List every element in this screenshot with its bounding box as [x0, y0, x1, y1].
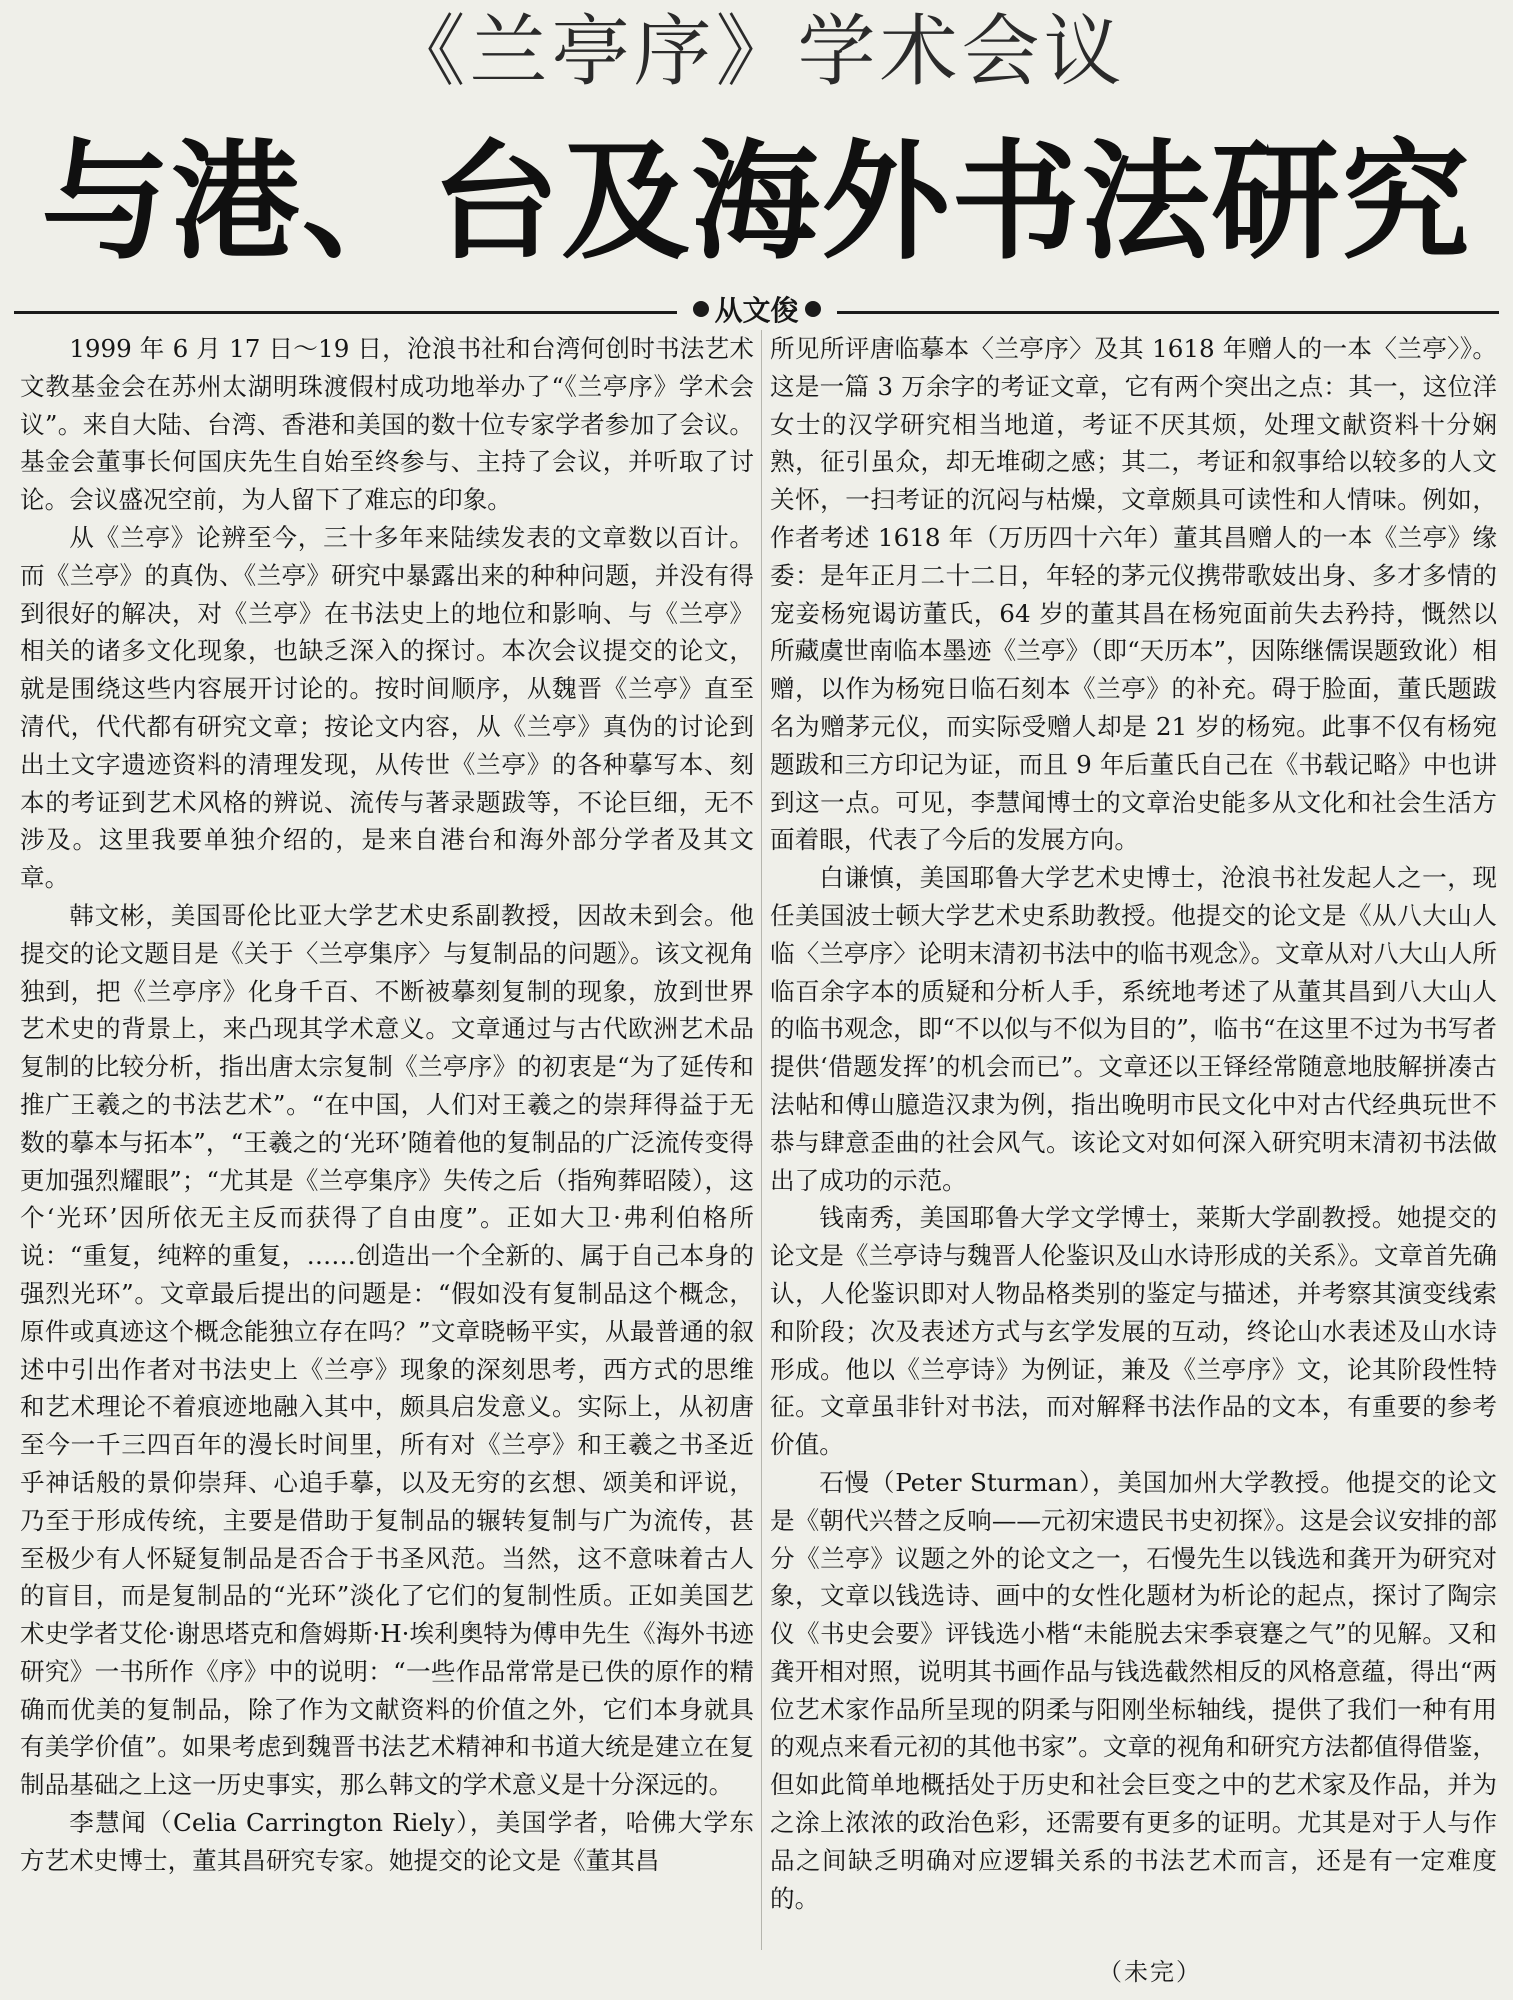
bullet-icon	[692, 301, 708, 317]
author-name: 从文俊	[714, 294, 799, 327]
kicker-title: 《兰亭序》学术会议	[387, 7, 1126, 97]
bullet-icon	[805, 301, 821, 317]
article-column-right	[770, 330, 1497, 1950]
paragraph: 所见所评唐临摹本〈兰亭序〉及其 1618 年赠人的一本〈兰亭〉》。这是一篇 3 万余字的考证文章，它有两个突出之点：其一，这位洋女士的汉学研究相当地道，考证不厌其烦，处理文献资料十分娴熟，征引虽众，却无堆砌之感；其二，考证和叙事给以较多的人文关怀，一扫考证的沉闷与枯燥，文章颇具可读性和人情味。例如，作者考述 1618 年（万历四十六年）董其昌赠人的一本《兰亭》缘委：是年正月二十二日，年轻的茅元仪携带歌妓出身、多才多情的宠妾杨宛谒访董氏，64 岁的董其昌在杨宛面前失去矜持，慨然以所藏虞世南临本墨迹《兰亭》（即“天历本”，因陈继儒误题致讹）相赠，以作为杨宛日临石刻本《兰亭》的补充。碍于脸面，董氏题跋名为赠茅元仪，而实际受赠人却是 21 岁的杨宛。此事不仅有杨宛题跋和三方印记为证，而且 9 年后董氏自己在《书载记略》中也讲到这一点。可见，李慧闻博士的文章治史能多从文化和社会生活方面着眼，代表了今后的发展方向。	[770, 334, 1497, 855]
byline-bar	[14, 294, 1499, 326]
paragraph: 韩文彬，美国哥伦比亚大学艺术史系副教授，因故未到会。他提交的论文题目是《关于〈兰亭集序〉与复制品的问题》。该文视角独到，把《兰亭序》化身千百、不断被摹刻复制的现象，放到世界艺术史的背景上，来凸现其学术意义。文章通过与古代欧洲艺术品复制的比较分析，指出唐太宗复制《兰亭序》的初衷是“为了延传和推广王羲之的书法艺术”。“在中国，人们对王羲之的崇拜得益于无数的摹本与拓本”，“王羲之的‘光环’随着他的复制品的广泛流传变得更加强烈耀眼”；“尤其是《兰亭集序》失传之后（指殉葬昭陵），这个‘光环’因所依无主反而获得了自由度”。正如大卫·弗利伯格所说：“重复，纯粹的重复，……创造出一个全新的、属于自己本身的强烈光环”。文章最后提出的问题是：“假如没有复制品这个概念，原件或真迹这个概念能独立存在吗？”文章晓畅平实，从最普通的叙述中引出作者对书法史上《兰亭》现象的深刻思考，西方式的思维和艺术理论不着痕迹地融入其中，颇具启发意义。实际上，从初唐至今一千三四百年的漫长时间里，所有对《兰亭》和王羲之书圣近乎神话般的景仰崇拜、心追手摹，以及无穷的玄想、颂美和评说，乃至于形成传统，主要是借助于复制品的辗转复制与广为流传，甚至极少有人怀疑复制品是否合于书圣风范。当然，这不意味着古人的盲目，而是复制品的“光环”淡化了它们的复制性质。正如美国艺术史学者艾伦·谢思塔克和詹姆斯·H·埃利奥特为傅申先生《海外书迹研究》一书所作《序》中的说明：“一些作品常常是已佚的原作的精确而优美的复制品，除了作为文献资料的价值之外，它们本身就具有美学价值”。如果考虑到魏晋书法艺术精神和书道大统是建立在复制品基础之上这一历史事实，那么韩文的学术意义是十分深远的。	[20, 900, 754, 1800]
article-column-left	[20, 330, 754, 1950]
headline: 与港、台及海外书法研究	[41, 128, 1472, 277]
column-divider	[761, 330, 762, 1950]
paragraph: 钱南秀，美国耶鲁大学文学博士，莱斯大学副教授。她提交的论文是《兰亭诗与魏晋人伦鉴识及山水诗形成的关系》。文章首先确认，人伦鉴识即对人物品格类别的鉴定与描述，并考察其演变线索和阶段；次及表述方式与玄学发展的互动，终论山水表述及山水诗形成。他以《兰亭诗》为例证，兼及《兰亭序》文，论其阶段性特征。文章虽非针对书法，而对解释书法作品的文本，有重要的参考价值。	[770, 1203, 1497, 1460]
paragraph: 从《兰亭》论辨至今，三十多年来陆续发表的文章数以百计。而《兰亭》的真伪、《兰亭》研究中暴露出来的种种问题，并没有得到很好的解决，对《兰亭》在书法史上的地位和影响、与《兰亭》相关的诸多文化现象，也缺乏深入的探讨。本次会议提交的论文，就是围绕这些内容展开讨论的。按时间顺序，从魏晋《兰亭》直至清代，代代都有研究文章；按论文内容，从《兰亭》真伪的讨论到出土文字遗迹资料的清理发现，从传世《兰亭》的各种摹写本、刻本的考证到艺术风格的辨说、流传与著录题跋等，不论巨细，无不涉及。这里我要单独介绍的，是来自港台和海外部分学者及其文章。	[20, 522, 754, 893]
paragraph: 白谦慎，美国耶鲁大学艺术史博士，沧浪书社发起人之一，现任美国波士顿大学艺术史系助教授。他提交的论文是《从八大山人临〈兰亭序〉论明末清初书法中的临书观念》。文章从对八大山人所临百余字本的质疑和分析人手，系统地考述了从董其昌到八大山人的临书观念，即“不以似与不似为目的”，临书“在这里不过为书写者提供‘借题发挥’的机会而已”。文章还以王铎经常随意地肢解拼凑古法帖和傅山臆造汉隶为例，指出晚明市民文化中对古代经典玩世不恭与肆意歪曲的社会风气。该论文对如何深入研究明末清初书法做出了成功的示范。	[770, 863, 1497, 1195]
paragraph: 石慢（Peter Sturman），美国加州大学教授。他提交的论文是《朝代兴替之反响——元初宋遗民书史初探》。这是会议安排的部分《兰亭》议题之外的论文之一，石慢先生以钱选和龚开为研究对象，文章以钱选诗、画中的女性化题材为析论的起点，探讨了陶宗仪《书史会要》评钱选小楷“未能脱去宋季衰蹇之气”的见解。又和龚开相对照，说明其书画作品与钱选截然相反的风格意蕴，得出“两位艺术家作品所呈现的阴柔与阳刚坐标轴线，提供了我们一种有用的观点来看元初的其他书家”。文章的视角和研究方法都值得借鉴，但如此简单地概括处于历史和社会巨变之中的艺术家及作品，并为之涂上浓浓的政治色彩，还需要有更多的证明。尤其是对于人与作品之间缺乏明确对应逻辑关系的书法艺术而言，还是有一定难度的。	[770, 1467, 1497, 1913]
byline	[676, 294, 836, 328]
paragraph: 1999 年 6 月 17 日～19 日，沧浪书社和台湾何创时书法艺术文教基金会在苏州太湖明珠渡假村成功地举办了“《兰亭序》学术会议”。来自大陆、台湾、香港和美国的数十位专家学者参加了会议。基金会董事长何国庆先生自始至终参与、主持了会议，并听取了讨论。会议盛况空前，为人留下了难忘的印象。	[20, 334, 754, 515]
paragraph: 李慧闻（Celia Carrington Riely），美国学者，哈佛大学东方艺术史博士，董其昌研究专家。她提交的论文是《董其昌	[20, 1808, 754, 1875]
to-be-continued: （未完）	[1098, 1958, 1202, 1986]
